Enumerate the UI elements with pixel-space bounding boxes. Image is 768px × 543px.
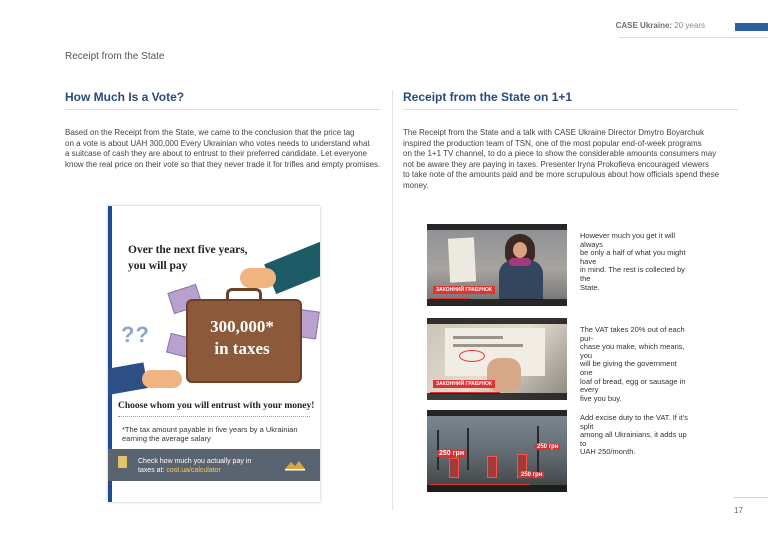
tree [467, 428, 469, 470]
calculator-icon [118, 456, 127, 468]
right-heading: Receipt from the State on 1+1 [403, 90, 573, 104]
tax-amount: 300,000* in taxes [210, 317, 274, 358]
receipt-line [453, 336, 503, 339]
calculator-link[interactable]: cost.ua/calculator [166, 466, 221, 474]
amount-badge: 250 грн [521, 472, 543, 478]
left-paragraph: Based on the Receipt from the State, we came to the conclusion that the price tag on a vote is about UAH 300,000 Every Ukrainian who votes needs to understand what a suitcase of cash they are about to entrust to their preferred candidate. Let everyone know the real price on their vote so that they never trade it for trifles and empty promises. [65, 128, 381, 169]
left-hand [142, 370, 182, 388]
person-marker [449, 458, 459, 478]
poster-title: Over the next five years, you will pay [128, 244, 248, 272]
page-number: 17 [734, 506, 743, 515]
tsn-overlay: ЗАКОННИЙ ГРАБУНОК [433, 380, 495, 388]
right-sleeve [264, 242, 320, 294]
right-hand [240, 268, 276, 288]
video-still-receipt[interactable] [427, 318, 567, 400]
tsn-overlay: ЗАКОННИЙ ГРАБУНОК [433, 286, 495, 294]
still-caption: Add excise duty to the VAT. If it's split among all Ukrainians, it adds up to UAH 250/month. [580, 413, 688, 457]
still-caption: The VAT takes 20% out of each pur- chase you make, which means, you will be giving the government one loaf of bread, egg or sausage in every five you buy. [580, 325, 686, 403]
case-logo-icon [283, 459, 307, 471]
still-caption: However much you get it will always be only a half of what you might have in mind. The rest is collected by the State. [580, 231, 686, 292]
highlight-circle [459, 350, 485, 362]
person-marker [487, 456, 497, 478]
amount-badge: 250 грн [537, 444, 559, 450]
presenter-body [499, 260, 543, 300]
column-divider [392, 90, 393, 510]
amount-badge: 250 грн [439, 450, 465, 457]
right-heading-rule [403, 109, 738, 110]
presenter-face [513, 242, 527, 258]
video-still-street[interactable] [427, 410, 567, 492]
presenter-scarf [509, 258, 531, 266]
poster-choose-text: Choose whom you will entrust with your money! [118, 401, 315, 411]
video-still-presenter[interactable] [427, 224, 567, 306]
left-heading: How Much Is a Vote? [65, 90, 185, 104]
page-number-rule [734, 497, 768, 498]
right-paragraph: The Receipt from the State and a talk with CASE Ukraine Director Dmytro Boyarchuk inspired the production team of TSN, one of the most popular end-of-week programs on the 1+1 TV channel, to do a piece to show the considerable amounts consumers may not be aware they are paying in taxes. Presenter Iryna Prokofieva encouraged viewers to take note of the amounts paid and be more scrupulous about how officials spend these money. [403, 128, 720, 190]
receipt-line [453, 344, 523, 347]
question-marks: ?? [121, 322, 150, 347]
left-heading-rule [65, 109, 380, 110]
poster-dotted-rule [118, 416, 310, 417]
receipt-poster [108, 206, 320, 502]
receipt-sheet [448, 237, 476, 282]
header-rule [618, 37, 768, 38]
header-brand: CASE Ukraine: 20 years [615, 21, 705, 30]
section-label: Receipt from the State [65, 51, 165, 62]
poster-footnote: *The tax amount payable in five years by a Ukrainian earning the average salary [122, 425, 298, 443]
poster-footer-text: Check how much you actually pay in taxes at: cost.ua/calculator [138, 458, 252, 474]
header-accent-bar [735, 23, 768, 31]
